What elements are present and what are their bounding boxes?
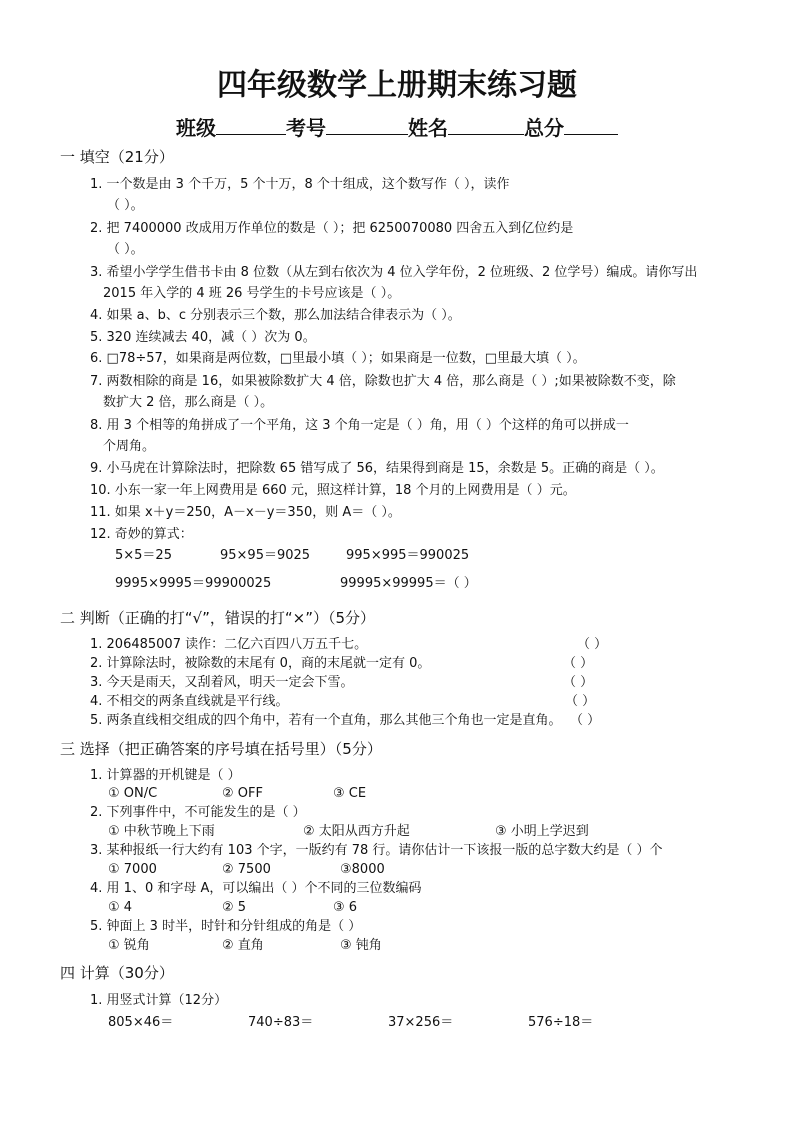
compute-problem: 805×46＝	[108, 1015, 174, 1030]
question-line: 2015 年入学的 4 班 26 号学生的卡号应该是（ ）。	[103, 286, 401, 301]
judge-item: 3. 今天是雨天，又刮着风，明天一定会下雪。	[90, 675, 354, 690]
calc-item: 9995×9995＝99900025	[115, 576, 272, 591]
judge-item: 4. 不相交的两条直线就是平行线。	[90, 694, 289, 709]
choice-option[interactable]: ① 锐角	[108, 938, 150, 953]
name-label: 姓名	[408, 116, 448, 140]
choice-option[interactable]: ① 中秋节晚上下雨	[108, 824, 215, 839]
choice-option[interactable]: ② 5	[222, 900, 247, 915]
question-line: 5. 320 连续减去 40，减（ ）次为 0。	[90, 330, 316, 345]
choice-question: 5. 钟面上 3 时半，时针和分针组成的角是（ ）	[90, 919, 362, 934]
choice-option[interactable]: ③ 6	[333, 900, 358, 915]
name-blank[interactable]	[448, 116, 524, 135]
page-title: 四年级数学上册期末练习题	[217, 68, 577, 103]
choice-option[interactable]: ② 直角	[222, 938, 264, 953]
exam-no-label: 考号	[286, 116, 326, 140]
section-heading-compute: 四 计算（30分）	[60, 964, 174, 982]
answer-paren[interactable]: （ ）	[565, 694, 596, 709]
student-info-line	[0, 112, 794, 141]
choice-question: 2. 下列事件中，不可能发生的是（ ）	[90, 805, 306, 820]
question-line: 10. 小东一家一年上网费用是 660 元，照这样计算，18 个月的上网费用是（ ）元。	[90, 483, 576, 498]
choice-question: 1. 计算器的开机键是（ ）	[90, 768, 241, 783]
class-label: 班级	[176, 116, 216, 140]
question-line: 数扩大 2 倍，那么商是（ ）。	[103, 395, 274, 410]
question-line: 2. 把 7400000 改成用万作单位的数是（ ）；把 6250070080 四舍五入到亿位约是	[90, 221, 574, 236]
question-line: 12. 奇妙的算式：	[90, 527, 193, 542]
calc-item: 95×95＝9025	[220, 548, 311, 563]
compute-subheading: 1. 用竖式计算（12分）	[90, 993, 228, 1008]
compute-problem: 740÷83＝	[248, 1015, 314, 1030]
section-heading-fill-blank: 一 填空（21分）	[60, 148, 174, 166]
question-line: （ ）。	[107, 198, 144, 213]
choice-option[interactable]: ③ CE	[333, 786, 367, 801]
choice-option[interactable]: ③8000	[340, 862, 385, 877]
answer-paren[interactable]: （ ）	[563, 656, 594, 671]
question-line: 个周角。	[103, 439, 156, 454]
question-line: 7. 两数相除的商是 16，如果被除数扩大 4 倍，除数也扩大 4 倍，那么商是（ ）;如果被除数不变，除	[90, 374, 676, 389]
answer-paren[interactable]: （ ）	[577, 637, 608, 652]
answer-paren[interactable]: （ ）	[570, 713, 601, 728]
question-line: 6. □78÷57，如果商是两位数，□里最小填（ ）；如果商是一位数，□里最大填（ ）。	[90, 351, 586, 366]
choice-option[interactable]: ② OFF	[222, 786, 263, 801]
calc-item: 5×5＝25	[115, 548, 172, 563]
choice-option[interactable]: ③ 钝角	[340, 938, 382, 953]
question-line: 4. 如果 a、b、c 分别表示三个数，那么加法结合律表示为（ ）。	[90, 308, 461, 323]
choice-question: 3. 某种报纸一行大约有 103 个字，一版约有 78 行。请你估计一下该报一版的总字数大约是（ ）个	[90, 843, 663, 858]
compute-problem: 576÷18＝	[528, 1015, 594, 1030]
class-blank[interactable]	[216, 116, 286, 135]
question-line: 9. 小马虎在计算除法时，把除数 65 错写成了 56，结果得到商是 15，余数是 5。正确的商是（ ）。	[90, 461, 664, 476]
compute-problem: 37×256＝	[388, 1015, 454, 1030]
calc-item: 99995×99995＝（ ）	[340, 576, 477, 591]
question-line: 1. 一个数是由 3 个千万，5 个十万，8 个十组成，这个数写作（ ），读作	[90, 177, 510, 192]
calc-item: 995×995＝990025	[346, 548, 470, 563]
choice-option[interactable]: ③ 小明上学迟到	[495, 824, 589, 839]
choice-option[interactable]: ② 7500	[222, 862, 271, 877]
question-line: 8. 用 3 个相等的角拼成了一个平角，这 3 个角一定是（ ）角，用（ ）个这样的角可以拼成一	[90, 418, 629, 433]
section-heading-choice: 三 选择（把正确答案的序号填在括号里）（5分）	[60, 740, 382, 758]
question-line: （ ）。	[107, 242, 144, 257]
exam-no-blank[interactable]	[326, 116, 408, 135]
choice-option[interactable]: ① 7000	[108, 862, 157, 877]
total-blank[interactable]	[564, 116, 618, 135]
choice-option[interactable]: ① ON/C	[108, 786, 158, 801]
choice-question: 4. 用 1、0 和字母 A，可以编出（ ）个不同的三位数编码	[90, 881, 422, 896]
answer-paren[interactable]: （ ）	[563, 675, 594, 690]
question-line: 3. 希望小学学生借书卡由 8 位数（从左到右依次为 4 位入学年份，2 位班级、2 位学号）编成。请你写出	[90, 265, 698, 280]
total-label: 总分	[524, 116, 564, 140]
judge-item: 2. 计算除法时，被除数的末尾有 0，商的末尾就一定有 0。	[90, 656, 431, 671]
section-heading-judge: 二 判断（正确的打“√”，错误的打“×”）（5分）	[60, 609, 376, 627]
judge-item: 5. 两条直线相交组成的四个角中，若有一个直角，那么其他三个角也一定是直角。	[90, 713, 562, 728]
question-line: 11. 如果 x＋y＝250，A－x－y＝350，则 A＝（ ）。	[90, 505, 401, 520]
choice-option[interactable]: ① 4	[108, 900, 133, 915]
choice-option[interactable]: ② 太阳从西方升起	[303, 824, 410, 839]
judge-item: 1. 206485007 读作：二亿六百四八万五千七。	[90, 637, 368, 652]
